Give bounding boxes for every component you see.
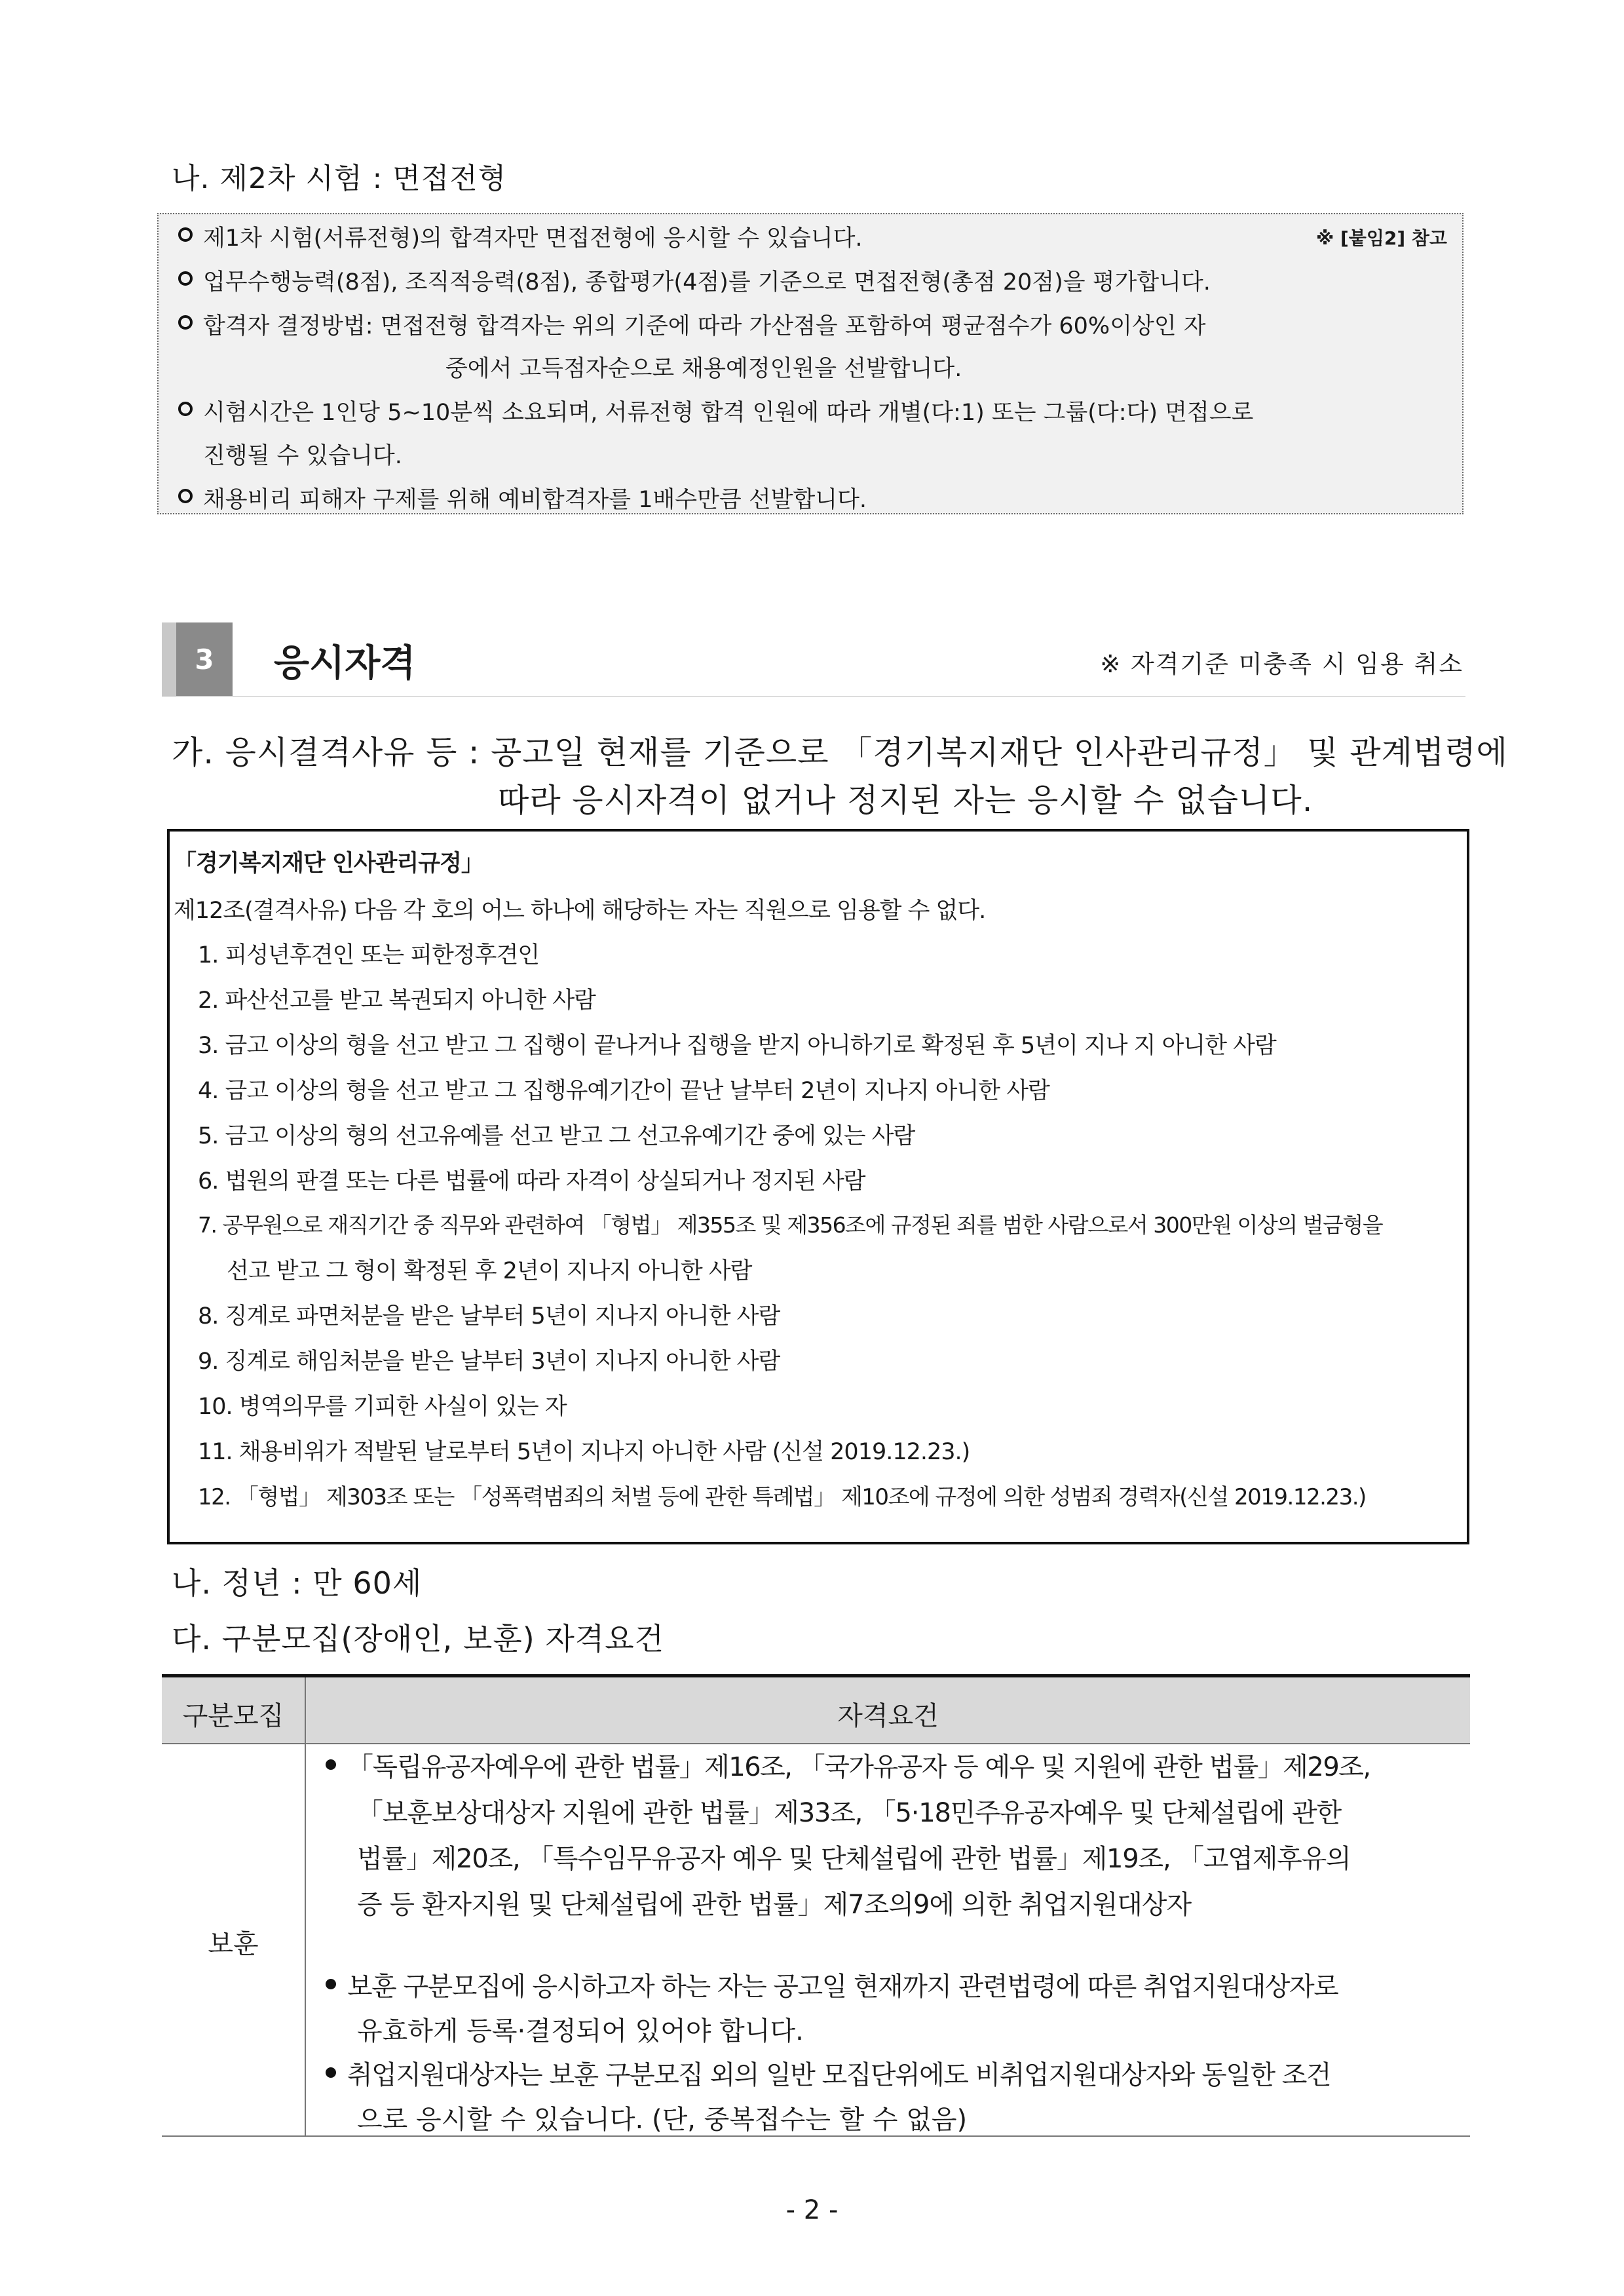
bullet-dot-icon	[326, 1759, 336, 1770]
regulation-item: 11. 채용비위가 적발된 날로부터 5년이 지나지 아니한 사람 (신설 2019.12.23.)	[198, 1439, 970, 1465]
regulation-item: 5. 금고 이상의 형의 선고유예를 선고 받고 그 선고유예기간 중에 있는 사람	[198, 1123, 915, 1149]
requirement-line: 법률」제20조, 「특수임무유공자 예우 및 단체설립에 관한 법률」제19조, 「고엽제후유의	[357, 1844, 1351, 1874]
requirement-line: 유효하게 등록·결정되어 있어야 합니다.	[357, 2016, 804, 2046]
column-header-requirements: 자격요건	[837, 1701, 939, 1731]
regulation-item: 8. 징계로 파면처분을 받은 날부터 5년이 지나지 아니한 사람	[198, 1303, 780, 1330]
circle-bullet-icon	[178, 315, 193, 330]
info-line: 제1차 시험(서류전형)의 합격자만 면접전형에 응시할 수 있습니다.	[203, 225, 863, 252]
regulation-item: 10. 병역의무를 기피한 사실이 있는 자	[198, 1394, 567, 1420]
section-note: ※ 자격기준 미충족 시 임용 취소	[1100, 650, 1463, 678]
bullet-dot-icon	[326, 2067, 336, 2078]
requirement-line: 취업지원대상자는 보훈 구분모집 외의 일반 모집단위에도 비취업지원대상자와 동일한 조건	[347, 2060, 1331, 2090]
requirement-line: 보훈 구분모집에 응시하고자 하는 자는 공고일 현재까지 관련법령에 따른 취업지원대상자로	[347, 1972, 1338, 2002]
section-na-heading: 나. 제2차 시험 : 면접전형	[172, 162, 507, 195]
attachment-note: ※ [붙임2] 참고	[1316, 227, 1447, 249]
regulation-item: 4. 금고 이상의 형을 선고 받고 그 집행유예기간이 끝난 날부터 2년이 지나지 아니한 사람	[198, 1078, 1049, 1104]
regulation-item: 3. 금고 이상의 형을 선고 받고 그 집행이 끝나거나 집행을 받지 아니하기로 확정된 후 5년이 지나 지 아니한 사람	[198, 1033, 1276, 1059]
regulation-item-continued: 선고 받고 그 형이 확정된 후 2년이 지나지 아니한 사람	[227, 1258, 752, 1284]
info-line: 진행될 수 있습니다.	[203, 443, 402, 469]
info-line: 중에서 고득점자순으로 채용예정인원을 선발합니다.	[445, 356, 962, 382]
requirement-line: 으로 응시할 수 있습니다. (단, 중복접수는 할 수 없음)	[357, 2105, 968, 2135]
info-line: 업무수행능력(8점), 조직적응력(8점), 종합평가(4점)를 기준으로 면접전형(총점 20점)을 평가합니다.	[203, 269, 1211, 296]
bullet-dot-icon	[326, 1979, 336, 1989]
requirement-line: 「보훈보상대상자 지원에 관한 법률」제33조, 「5·18민주유공자예우 및 단체설립에 관한	[357, 1798, 1341, 1828]
regulation-item: 2. 파산선고를 받고 복권되지 아니한 사람	[198, 987, 595, 1014]
requirement-line: 「독립유공자예우에 관한 법률」제16조, 「국가유공자 등 예우 및 지원에 관한 법률」제29조,	[347, 1752, 1370, 1782]
ga-line-1: 가. 응시결격사유 등 : 공고일 현재를 기준으로 「경기복지재단 인사관리규정」 및 관계법령에	[172, 734, 1508, 771]
table-column-divider	[305, 1677, 306, 2136]
regulation-item: 7. 공무원으로 재직기간 중 직무와 관련하여 「형법」 제355조 및 제356조에 규정된 죄를 범한 사람으로서 300만원 이상의 벌금형을	[198, 1212, 1383, 1238]
circle-bullet-icon	[178, 271, 193, 286]
row-label-bohun: 보훈	[208, 1929, 259, 1959]
regulation-item: 1. 피성년후견인 또는 피한정후견인	[198, 942, 540, 968]
column-header-category: 구분모집	[182, 1701, 284, 1731]
section-number: 3	[195, 643, 214, 676]
info-line: 합격자 결정방법: 면접전형 합격자는 위의 기준에 따라 가산점을 포함하여 평균점수가 60%이상인 자	[203, 313, 1206, 339]
section-divider	[162, 696, 1465, 697]
regulation-item: 6. 법원의 판결 또는 다른 법률에 따라 자격이 상실되거나 정지된 사람	[198, 1168, 865, 1195]
da-heading: 다. 구분모집(장애인, 보훈) 자격요건	[172, 1621, 665, 1656]
circle-bullet-icon	[178, 227, 193, 242]
page-number: - 2 -	[785, 2195, 839, 2225]
requirement-line: 증 등 환자지원 및 단체설립에 관한 법률」제7조의9에 의한 취업지원대상자	[357, 1890, 1192, 1920]
info-line: 채용비리 피해자 구제를 위해 예비합격자를 1배수만큼 선발합니다.	[203, 487, 867, 513]
circle-bullet-icon	[178, 489, 193, 503]
circle-bullet-icon	[178, 402, 193, 416]
retirement-age: 나. 정년 : 만 60세	[172, 1565, 423, 1601]
info-line: 시험시간은 1인당 5~10분씩 소요되며, 서류전형 합격 인원에 따라 개별(다:1) 또는 그룹(다:다) 면접으로	[203, 400, 1254, 426]
section-title: 응시자격	[274, 642, 416, 685]
regulation-item: 9. 징계로 해임처분을 받은 날부터 3년이 지나지 아니한 사람	[198, 1349, 780, 1375]
ga-line-2: 따라 응시자격이 없거나 정지된 자는 응시할 수 없습니다.	[498, 782, 1313, 819]
regulation-article: 제12조(결격사유) 다음 각 호의 어느 하나에 해당하는 자는 직원으로 임용할 수 없다.	[174, 898, 986, 924]
section-number-badge	[162, 622, 233, 696]
regulation-title: 「경기복지재단 인사관리규정」	[174, 851, 483, 877]
regulation-item: 12. 「형법」 제303조 또는 「성폭력범죄의 처벌 등에 관한 특례법」 제10조에 규정에 의한 성범죄 경력자(신설 2019.12.23.)	[198, 1484, 1366, 1510]
